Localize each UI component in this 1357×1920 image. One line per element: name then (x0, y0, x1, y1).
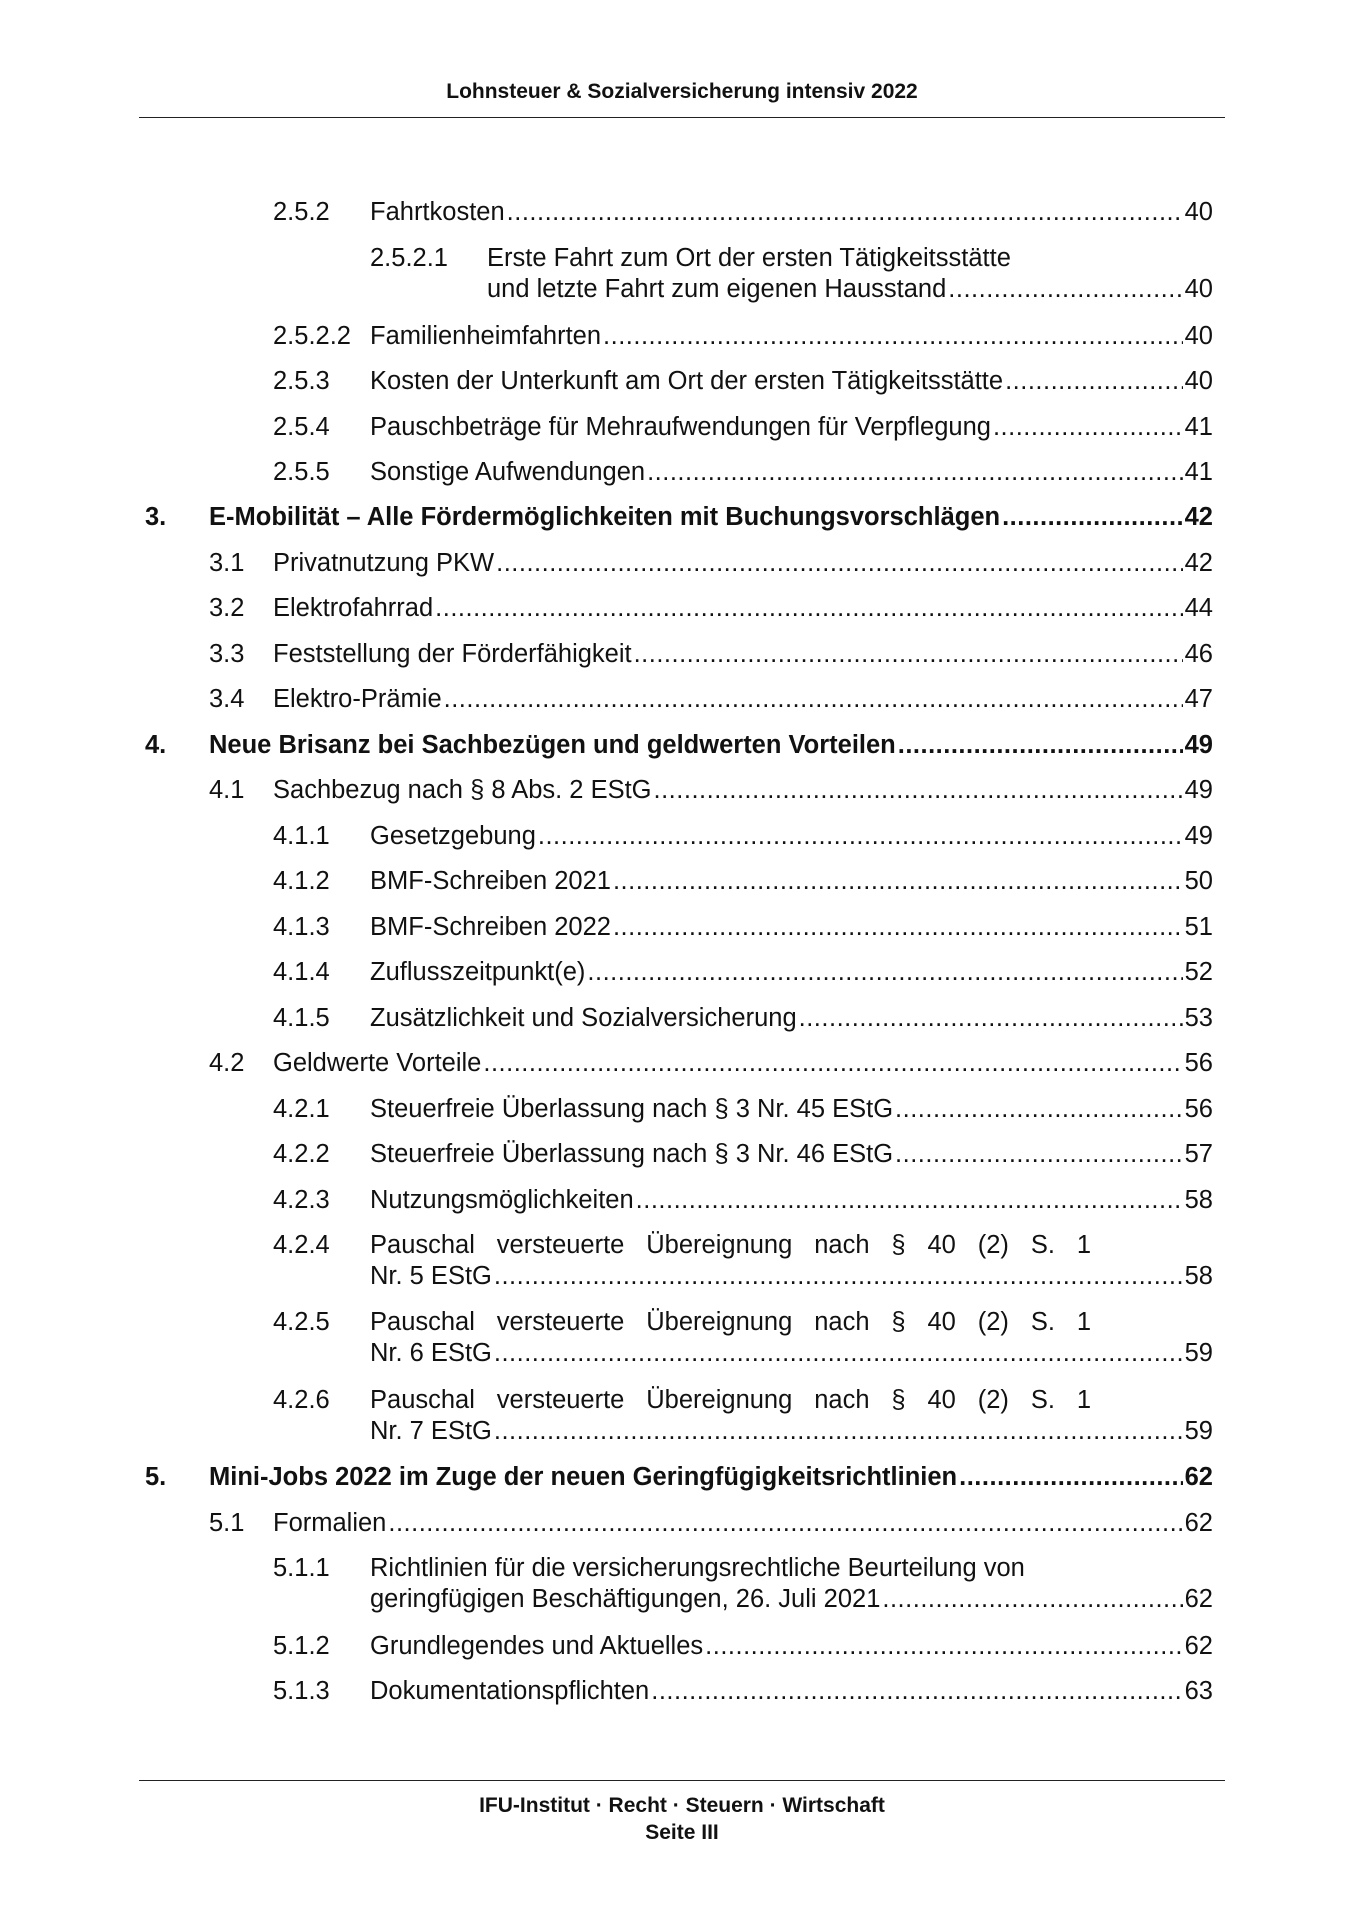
running-footer (139, 1792, 1225, 1846)
toc-entry-page: 62 (1184, 1463, 1213, 1491)
toc-entry-number: 4.2.1 (273, 1095, 330, 1123)
toc-entry-number: 3.3 (209, 640, 245, 668)
running-header: Lohnsteuer & Sozialversicherung intensiv 2022 (446, 80, 918, 103)
toc-entry-page: 42 (1184, 503, 1213, 531)
toc-entry-number: 3.1 (209, 549, 245, 577)
toc-entry-number: 4.1 (209, 776, 245, 804)
toc-entry-title (273, 548, 1213, 579)
toc-entry-number: 4.1.2 (273, 867, 330, 895)
toc-entry-number: 4.2 (209, 1049, 245, 1077)
toc-entry-title (370, 1307, 1213, 1369)
dot-leader (636, 1185, 1183, 1216)
toc-entry-title-line: Nutzungsmöglichkeiten (370, 1186, 634, 1214)
toc-entry-number: 4.2.5 (273, 1308, 330, 1336)
toc-entry-number: 4.1.1 (273, 822, 330, 850)
toc-entry-title (370, 1553, 1213, 1615)
toc-entry-title-line: Sachbezug nach § 8 Abs. 2 EStG (273, 776, 652, 804)
toc-entry-title (370, 412, 1213, 443)
toc-entry-title (370, 912, 1213, 943)
toc-entry-title-line: und letzte Fahrt zum eigenen Hausstand (487, 275, 947, 303)
toc-entry-title-line: Pauschal versteuerte Übereignung nach § 40 (2) S. 1 (370, 1386, 1091, 1414)
dot-leader (895, 1139, 1183, 1170)
dot-leader (388, 1508, 1182, 1539)
dot-leader (494, 1261, 1183, 1292)
dot-leader (959, 1462, 1182, 1493)
toc-entry-title (273, 1048, 1213, 1079)
footer-page-number: Seite III (645, 1821, 719, 1844)
toc-entry-title-line: Nr. 6 EStG (370, 1339, 492, 1367)
toc-entry-title-line: Pauschal versteuerte Übereignung nach § 40 (2) S. 1 (370, 1231, 1091, 1259)
toc-entry-title-line: Dokumentationspflichten (370, 1677, 650, 1705)
dot-leader (993, 412, 1183, 443)
toc-entry-number: 4.1.4 (273, 958, 330, 986)
toc-entry-number: 5.1.3 (273, 1677, 330, 1705)
toc-entry-page: 46 (1184, 640, 1213, 668)
toc-entry-page: 58 (1184, 1262, 1213, 1290)
toc-entry-page: 40 (1184, 198, 1213, 226)
toc-entry-title-line: Privatnutzung PKW (273, 549, 495, 577)
toc-entry-number: 2.5.2 (273, 198, 330, 226)
dot-leader (494, 1338, 1183, 1369)
toc-entry-page: 53 (1184, 1004, 1213, 1032)
dot-leader (948, 274, 1182, 305)
dot-leader (507, 197, 1183, 228)
toc-entry-title-line: Erste Fahrt zum Ort der ersten Tätigkeitsstätte (487, 244, 1011, 272)
toc-entry-title (370, 866, 1213, 897)
toc-entry-title-line: Elektro-Prämie (273, 685, 442, 713)
toc-entry-title-line: Feststellung der Förderfähigkeit (273, 640, 632, 668)
toc-entry-title (273, 639, 1213, 670)
toc-entry-page: 42 (1184, 549, 1213, 577)
toc-entry-page: 47 (1184, 685, 1213, 713)
toc-entry-page: 40 (1184, 275, 1213, 303)
toc-entry-number: 3. (145, 503, 167, 531)
dot-leader (898, 730, 1183, 761)
dot-leader (647, 457, 1183, 488)
toc-entry-number: 4.2.2 (273, 1140, 330, 1168)
toc-entry-page: 56 (1184, 1095, 1213, 1123)
dot-leader (444, 684, 1183, 715)
toc-entry-title-line: Nr. 5 EStG (370, 1262, 492, 1290)
toc-entry-number: 4.2.6 (273, 1386, 330, 1414)
toc-entry-title (370, 197, 1213, 228)
dot-leader (538, 821, 1183, 852)
toc-entry-number: 2.5.5 (273, 458, 330, 486)
toc-entry-title (370, 1094, 1213, 1125)
toc-entry-title (370, 1230, 1213, 1292)
dot-leader (1005, 366, 1183, 397)
footer-publisher: IFU-Institut · Recht · Steuern · Wirtschaft (479, 1794, 885, 1817)
toc-entry-page: 62 (1184, 1509, 1213, 1537)
dot-leader (799, 1003, 1183, 1034)
dot-leader (496, 548, 1183, 579)
toc-entry-title (370, 1185, 1213, 1216)
toc-entry-title-line: Zuflusszeitpunkt(e) (370, 958, 586, 986)
toc-entry-title (370, 1385, 1213, 1447)
toc-entry-page: 52 (1184, 958, 1213, 986)
toc-entry-title-line: E-Mobilität – Alle Fördermöglichkeiten mit Buchungsvorschlägen (209, 503, 1001, 531)
dot-leader (613, 866, 1183, 897)
toc-entry-number: 5.1 (209, 1509, 245, 1537)
toc-entry-title-line: Pauschbeträge für Mehraufwendungen für Verpflegung (370, 413, 991, 441)
dot-leader (1002, 502, 1183, 533)
toc-entry-title (370, 1139, 1213, 1170)
toc-entry-title (273, 775, 1213, 806)
toc-entry-title-line: Pauschal versteuerte Übereignung nach § 40 (2) S. 1 (370, 1308, 1091, 1336)
toc-entry-title (370, 366, 1213, 397)
toc-entry-title (370, 957, 1213, 988)
toc-entry-page: 44 (1184, 594, 1213, 622)
dot-leader (895, 1094, 1183, 1125)
toc-entry-title-line: Richtlinien für die versicherungsrechtliche Beurteilung von (370, 1554, 1025, 1582)
toc-entry-page: 49 (1184, 731, 1213, 759)
toc-entry-page: 40 (1184, 322, 1213, 350)
toc-entry-number: 5.1.1 (273, 1554, 330, 1582)
toc-entry-page: 58 (1184, 1186, 1213, 1214)
toc-entry-page: 62 (1184, 1585, 1213, 1613)
toc-entry-title-line: geringfügigen Beschäftigungen, 26. Juli 2021 (370, 1585, 881, 1613)
toc-entry-title-line: Steuerfreie Überlassung nach § 3 Nr. 46 EStG (370, 1140, 894, 1168)
toc-entry-number: 5.1.2 (273, 1632, 330, 1660)
toc-entry-number: 5. (145, 1463, 167, 1491)
toc-entry-title-line: Kosten der Unterkunft am Ort der ersten Tätigkeitsstätte (370, 367, 1004, 395)
toc-entry-title (370, 1003, 1213, 1034)
dot-leader (483, 1048, 1182, 1079)
dot-leader (494, 1416, 1183, 1447)
toc-entry-title (209, 502, 1213, 533)
toc-entry-title (273, 1508, 1213, 1539)
toc-entry-title-line: Neue Brisanz bei Sachbezügen und geldwerten Vorteilen (209, 731, 896, 759)
dot-leader (882, 1584, 1182, 1615)
toc-entry-page: 56 (1184, 1049, 1213, 1077)
dot-leader (587, 957, 1182, 988)
toc-entry-title-line: Nr. 7 EStG (370, 1417, 492, 1445)
toc-entry-number: 4.1.5 (273, 1004, 330, 1032)
toc-entry-page: 59 (1184, 1339, 1213, 1367)
toc-entry-page: 57 (1184, 1140, 1213, 1168)
toc-entry-number: 4.2.4 (273, 1231, 330, 1259)
toc-entry-title-line: Gesetzgebung (370, 822, 536, 850)
toc-entry-title-line: Elektrofahrrad (273, 594, 434, 622)
dot-leader (603, 321, 1183, 352)
toc-entry-number: 2.5.2.1 (370, 244, 448, 272)
toc-entry-title-line: Familienheimfahrten (370, 322, 602, 350)
toc-entry-title-line: BMF-Schreiben 2022 (370, 913, 611, 941)
toc-entry-title (370, 321, 1213, 352)
toc-entry-page: 62 (1184, 1632, 1213, 1660)
toc-entry-page: 49 (1184, 822, 1213, 850)
toc-entry-number: 4. (145, 731, 167, 759)
toc-entry-title-line: Geldwerte Vorteile (273, 1049, 482, 1077)
toc-entry-title-line: BMF-Schreiben 2021 (370, 867, 611, 895)
toc-entry-title (370, 1631, 1213, 1662)
toc-entry-page: 50 (1184, 867, 1213, 895)
dot-leader (651, 1676, 1182, 1707)
toc-entry-page: 41 (1184, 413, 1213, 441)
toc-entry-number: 4.2.3 (273, 1186, 330, 1214)
toc-entry-number: 4.1.3 (273, 913, 330, 941)
toc-entry-title (209, 1462, 1213, 1493)
toc-entry-number: 2.5.3 (273, 367, 330, 395)
toc-entry-title-line: Mini-Jobs 2022 im Zuge der neuen Geringfügigkeitsrichtlinien (209, 1463, 958, 1491)
footer-rule (139, 1780, 1225, 1781)
toc-entry-title-line: Zusätzlichkeit und Sozialversicherung (370, 1004, 797, 1032)
toc-entry-number: 3.4 (209, 685, 245, 713)
toc-entry-page: 51 (1184, 913, 1213, 941)
toc-entry-title (370, 457, 1213, 488)
toc-entry-title (370, 1676, 1213, 1707)
dot-leader (654, 775, 1183, 806)
toc-entry-title (273, 684, 1213, 715)
toc-entry-page: 59 (1184, 1417, 1213, 1445)
toc-entry-number: 2.5.4 (273, 413, 330, 441)
toc-entry-number: 3.2 (209, 594, 245, 622)
dot-leader (705, 1631, 1182, 1662)
toc-entry-page: 49 (1184, 776, 1213, 804)
toc-entry-title (209, 730, 1213, 761)
dot-leader (634, 639, 1183, 670)
toc-entry-title-line: Sonstige Aufwendungen (370, 458, 646, 486)
toc-entry-page: 41 (1184, 458, 1213, 486)
toc-entry-page: 63 (1184, 1677, 1213, 1705)
dot-leader (435, 593, 1182, 624)
toc-entry-title-line: Steuerfreie Überlassung nach § 3 Nr. 45 EStG (370, 1095, 894, 1123)
toc-entry-title-line: Formalien (273, 1509, 387, 1537)
toc-entry-number: 2.5.2.2 (273, 322, 351, 350)
dot-leader (613, 912, 1183, 943)
toc-entry-title (273, 593, 1213, 624)
toc-entry-title (370, 821, 1213, 852)
toc-entry-page: 40 (1184, 367, 1213, 395)
toc-entry-title-line: Grundlegendes und Aktuelles (370, 1632, 704, 1660)
toc-entry-title (487, 243, 1213, 305)
toc-entry-title-line: Fahrtkosten (370, 198, 505, 226)
